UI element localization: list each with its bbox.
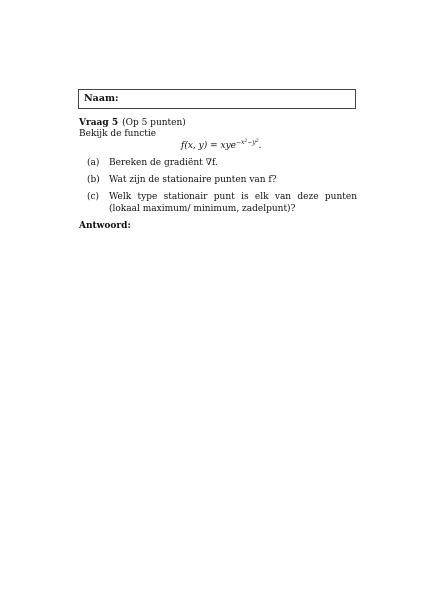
function-formula <box>181 139 261 151</box>
formula-end: . <box>258 141 262 151</box>
question-intro: Bekijk de functie <box>79 129 157 139</box>
formula-base: e <box>230 141 236 151</box>
item-text: Welk type stationair punt is elk van deze punten (lokaal maximum/ minimum, zadelpunt)? <box>109 192 357 214</box>
question-item-b <box>87 174 357 186</box>
formula-lhs: f(x, y) = xy <box>181 141 231 151</box>
question-item-a <box>87 157 357 169</box>
question-points: (Op 5 punten) <box>122 118 186 128</box>
item-label: (a) <box>87 158 100 168</box>
item-label: (c) <box>87 192 100 202</box>
item-text: Wat zijn de stationaire punten van f? <box>109 175 277 185</box>
item-text: Bereken de gradiënt ∇f. <box>109 158 218 168</box>
question-item-c <box>87 191 357 215</box>
name-field-box[interactable] <box>78 89 356 109</box>
item-label: (b) <box>87 175 100 185</box>
question-header <box>79 118 186 128</box>
formula-exponent: −x2−y2 <box>236 139 259 146</box>
name-label: Naam: <box>84 93 119 104</box>
question-title: Vraag 5 <box>79 118 119 128</box>
answer-label: Antwoord: <box>79 221 131 231</box>
